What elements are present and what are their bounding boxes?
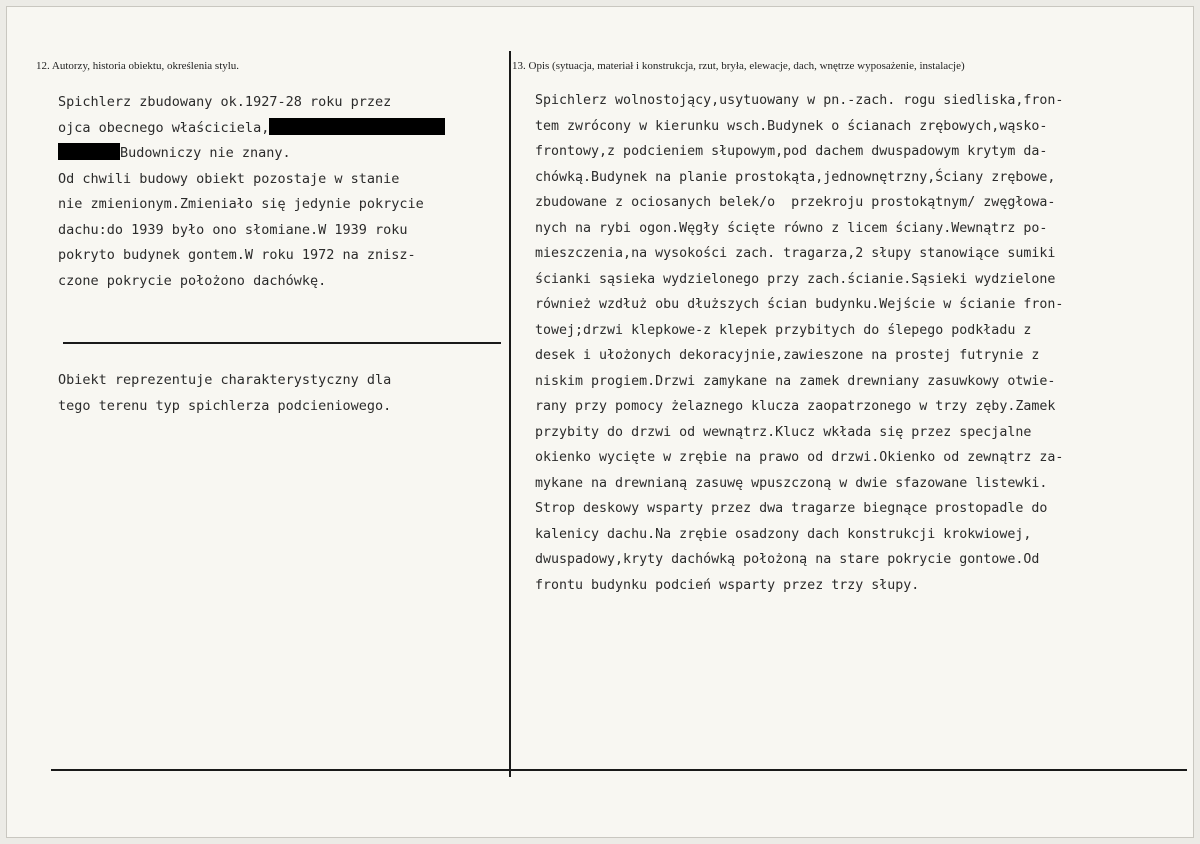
text-line: czone pokrycie położono dachówkę. — [58, 272, 327, 289]
text-line: towej;drzwi klepkowe-z klepek przybitych do ślepego podkładu z — [535, 322, 1032, 338]
text-line: mykane na drewnianą zasuwę wpuszczoną w dwie sfazowane listewki. — [535, 475, 1048, 491]
section-12-heading: 12. Autorzy, historia obiektu, określenia stylu. — [36, 60, 240, 72]
text-line: tego terenu typ spichlerza podcieniowego. — [58, 397, 392, 414]
text-line: ścianki sąsieka wydzielonego przy zach.ścianie.Sąsieki wydzielone — [535, 271, 1056, 287]
text-line: zbudowane z ociosanych belek/o przekroju prostokątnym/ zwęgłowa- — [535, 195, 1056, 210]
text-line: dachu:do 1939 było ono słomiane.W 1939 roku — [58, 221, 408, 238]
column-divider — [509, 51, 511, 777]
section-13-text — [535, 88, 1063, 598]
text-line: nych na rybi ogon.Węgły ścięte równo z licem ściany.Wewnątrz po- — [535, 220, 1048, 236]
bottom-rule — [51, 769, 1187, 771]
text-line-with-redaction — [58, 116, 445, 142]
text-line-with-redaction — [58, 141, 445, 167]
redaction-bar — [269, 118, 445, 135]
text-line: tem zwrócony w kierunku wsch.Budynek o ścianach zrębowych,wąsko- — [535, 118, 1048, 134]
text-line: rany przy pomocy żelaznego klucza zaopatrzonego w trzy zęby.Zamek — [535, 399, 1056, 414]
text-line: desek i ułożonych dekoracyjnie,zawieszone na prostej futrynie z — [535, 348, 1040, 363]
text-line: dwuspadowy,kryty dachówką położoną na stare pokrycie gontowe.Od — [535, 552, 1040, 567]
section-12-conclusion — [58, 368, 391, 419]
text-fragment: ojca obecnego właściciela, — [58, 119, 270, 136]
text-line: Spichlerz wolnostojący,usytuowany w pn.-zach. rogu siedliska,fron- — [535, 93, 1064, 108]
left-section-rule — [63, 342, 501, 344]
text-line: Spichlerz zbudowany ok.1927-28 roku przez — [58, 94, 392, 110]
text-line: frontowy,z podcieniem słupowym,pod dachem dwuspadowym krytym da- — [535, 144, 1048, 159]
text-line: kalenicy dachu.Na zrębie osadzony dach konstrukcji krokwiowej, — [535, 526, 1032, 542]
text-line: chówką.Budynek na planie prostokąta,jednownętrzny,Ściany zrębowe, — [535, 169, 1056, 185]
section-13-heading: 13. Opis (sytuacja, materiał i konstrukcja, rzut, bryła, elewacje, dach, wnętrze wyposażenie, instalacje) — [512, 60, 965, 72]
text-line: okienko wycięte w zrębie na prawo od drzwi.Okienko od zewnątrz za- — [535, 450, 1064, 465]
text-line: pokryto budynek gontem.W roku 1972 na znisz- — [58, 247, 416, 263]
section-12-text — [58, 90, 445, 294]
text-line: Strop deskowy wsparty przez dwa tragarze biegnące prostopadle do — [535, 501, 1048, 516]
text-line: niskim progiem.Drzwi zamykane na zamek drewniany zasuwkowy otwie- — [535, 373, 1056, 389]
redaction-bar — [58, 143, 120, 160]
text-line: frontu budynku podcień wsparty przez trzy słupy. — [535, 577, 920, 593]
text-line: również wzdłuż obu dłuższych ścian budynku.Wejście w ścianie fron- — [535, 297, 1064, 312]
text-fragment: Budowniczy nie znany. — [120, 145, 291, 161]
text-line: przybity do drzwi od wewnątrz.Klucz wkłada się przez specjalne — [535, 424, 1032, 440]
text-line: nie zmienionym.Zmieniało się jedynie pokrycie — [58, 196, 424, 212]
text-line: mieszczenia,na wysokości zach. tragarza,2 słupy stanowiące sumiki — [535, 246, 1056, 261]
text-line: Obiekt reprezentuje charakterystyczny dla — [58, 372, 392, 388]
text-line: Od chwili budowy obiekt pozostaje w stanie — [58, 170, 400, 187]
